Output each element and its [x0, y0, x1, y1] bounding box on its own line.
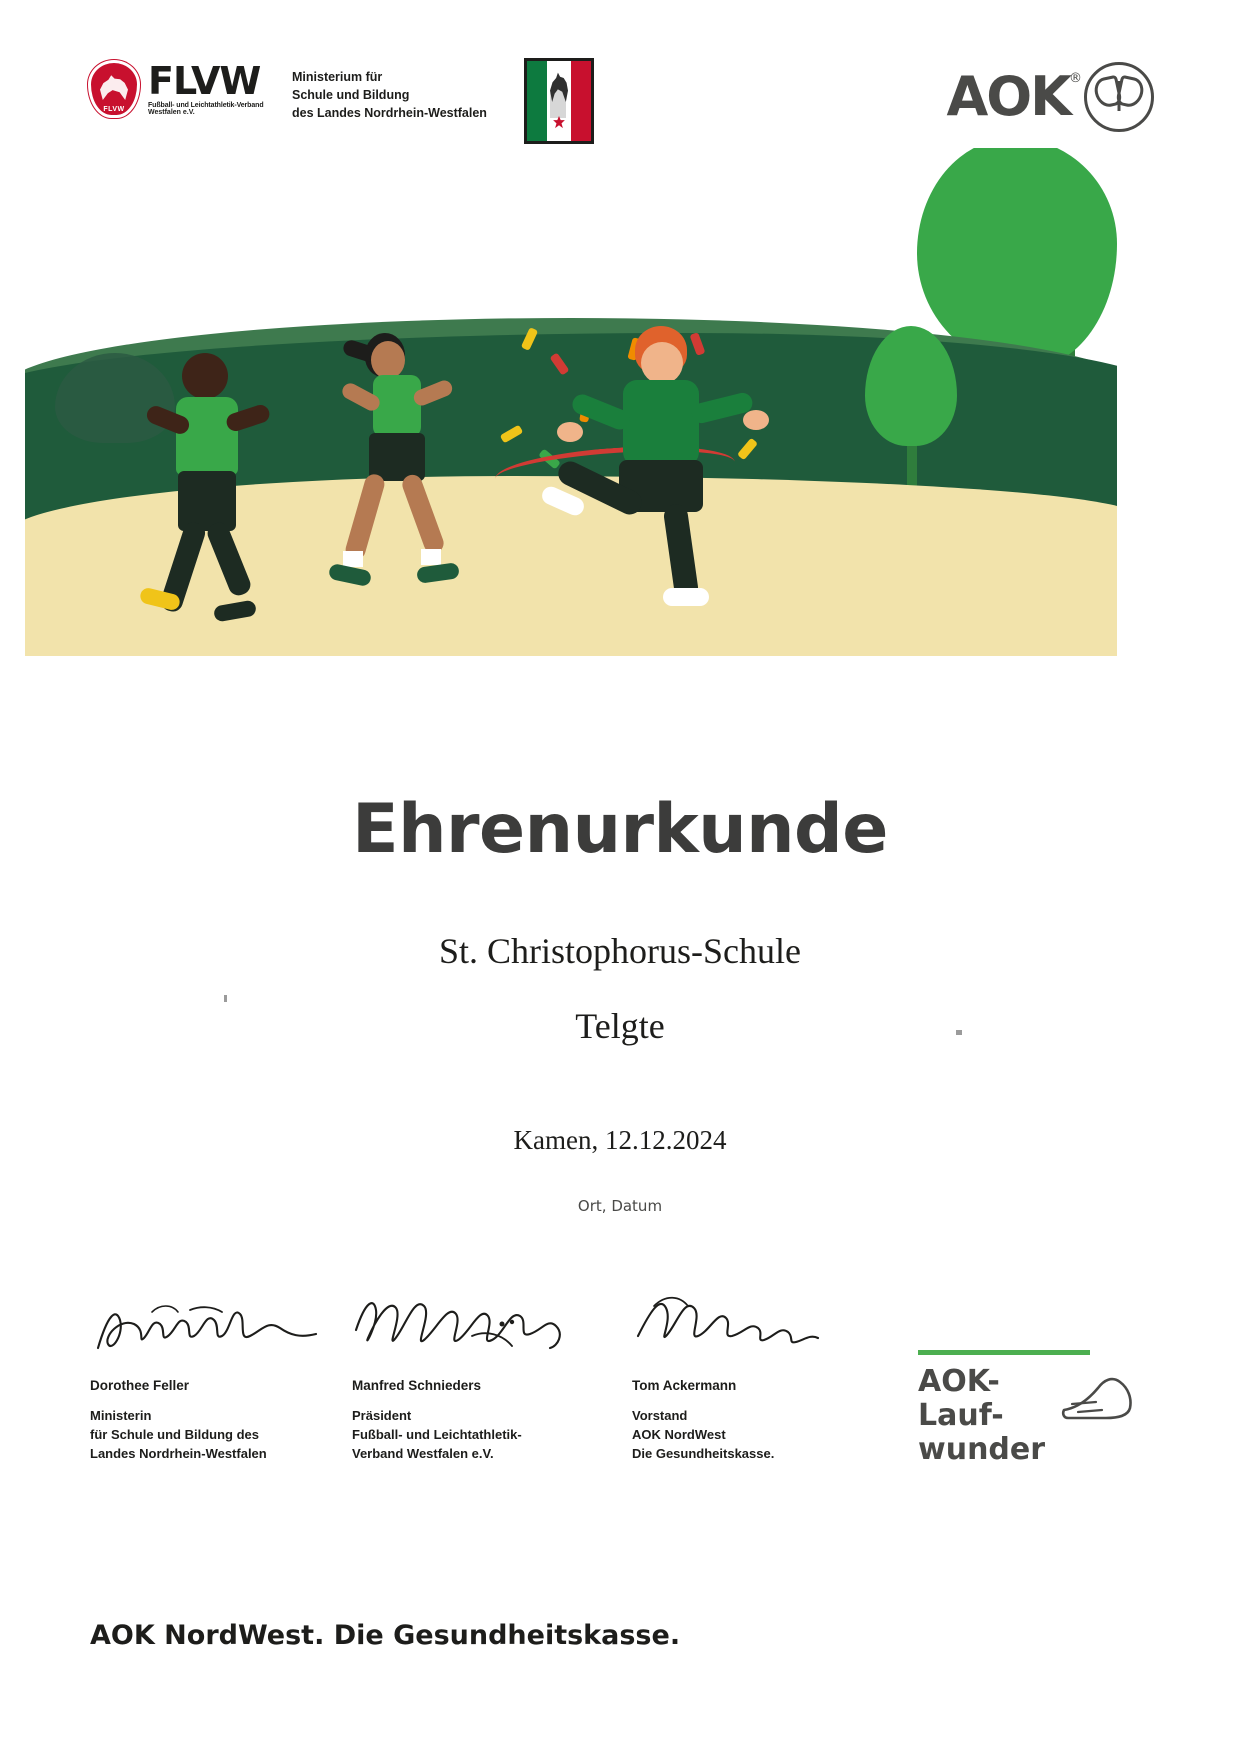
signature-role-2-line-3: Verband Westfalen e.V. — [352, 1445, 494, 1461]
running-shoe-icon — [1058, 1368, 1136, 1424]
laufwunder-rule — [918, 1350, 1090, 1355]
ministry-wordmark — [292, 68, 487, 122]
certificate-place-date-label: Ort, Datum — [577, 1197, 663, 1215]
flvw-wordmark: FLVW — [148, 59, 261, 103]
signature-name-1: Dorothee Feller — [90, 1378, 190, 1393]
runner-figure-1 — [130, 353, 310, 638]
signature-role-1-line-2: für Schule und Bildung des — [90, 1426, 259, 1442]
footer-claim: AOK NordWest. Die Gesundheitskasse. — [90, 1620, 681, 1651]
header-logo-bar — [0, 58, 1240, 148]
ministry-line-3: des Landes Nordrhein-Westfalen — [292, 106, 487, 121]
signature-role-3-line-2: AOK NordWest — [632, 1426, 726, 1442]
laufwunder-line-1: AOK- — [918, 1364, 1000, 1399]
aok-trademark: ® — [1069, 71, 1080, 86]
laufwunder-line-3: wunder — [918, 1431, 1046, 1467]
signature-name-2: Manfred Schnieders — [352, 1378, 482, 1393]
runner-figure-3 — [545, 326, 775, 626]
signature-dorothee-feller-icon — [90, 1290, 390, 1370]
flvw-subline-2: Westfalen e.V. — [148, 109, 195, 116]
aok-wordmark-text: AOK — [946, 65, 1070, 128]
nrw-state-emblem-icon — [524, 58, 594, 144]
ministry-line-1: Ministerium für — [292, 70, 383, 84]
flvw-logo — [88, 60, 264, 118]
certificate-place-date: Kamen, 12.12.2024 — [513, 1125, 727, 1155]
laufwunder-line-2: Lauf- — [918, 1397, 1004, 1433]
signature-role-3-line-3: Die Gesundheitskasse. — [632, 1445, 775, 1461]
certificate-town: Telgte — [575, 1006, 665, 1046]
aok-logo — [946, 62, 1154, 132]
signature-role-3-line-1: Vorstand — [632, 1408, 688, 1423]
signature-role-3 — [632, 1407, 932, 1464]
flvw-subline-1: Fußball- und Leichtathletik-Verband — [148, 102, 264, 109]
flvw-shield-icon — [88, 60, 140, 118]
scan-speck — [224, 995, 227, 1002]
flvw-shield-text: FLVW — [103, 106, 125, 113]
header-illustration — [25, 148, 1117, 656]
signature-name-3: Tom Ackermann — [632, 1378, 737, 1393]
signature-role-2-line-1: Präsident — [352, 1408, 412, 1423]
signature-block-1 — [90, 1290, 390, 1464]
certificate-school-name: St. Christophorus-Schule — [438, 931, 801, 971]
signature-block-3 — [632, 1290, 932, 1464]
tree-small-icon — [865, 326, 957, 446]
certificate-title: Ehrenurkunde — [352, 790, 888, 869]
signature-block-2 — [352, 1290, 652, 1464]
signature-role-1-line-1: Ministerin — [90, 1408, 152, 1423]
ministry-line-2: Schule und Bildung — [292, 88, 410, 103]
aok-laufwunder-badge — [918, 1350, 1148, 1467]
signature-role-2-line-2: Fußball- und Leichtathletik- — [352, 1426, 522, 1442]
aok-leaf-icon — [1084, 62, 1154, 132]
scan-speck — [956, 1030, 962, 1035]
signature-manfred-schnieders-icon — [352, 1290, 652, 1370]
signature-role-2 — [352, 1407, 652, 1464]
signature-tom-ackermann-icon — [632, 1290, 932, 1370]
signature-role-1-line-3: Landes Nordrhein-Westfalen — [90, 1445, 267, 1461]
signature-role-1 — [90, 1407, 390, 1464]
runner-figure-2 — [325, 323, 515, 623]
aok-wordmark — [946, 65, 1080, 128]
